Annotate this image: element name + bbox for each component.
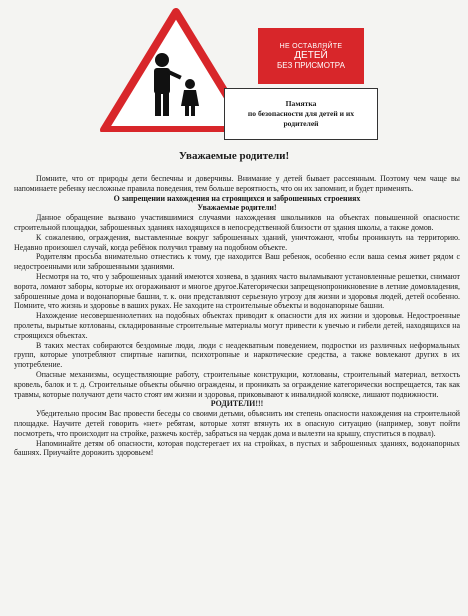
paragraph-9: Убедительно просим Вас провести беседы со своими детьми, объяснить им степень опасности нахождения на строительной площадке. Научите детей говорить «нет» ребятам, которые хотят втянуть их в опасную ситуацию (например, зовут пойти посмотреть, что происходит на стройке, разжечь костёр, забраться на чердак дома и вылезти на крышу, спуститься в подвал). [14,409,460,438]
paragraph-7: В таких местах собираются бездомные люди, люди с неадекватным поведением, подростки из различных неформальных групп, которые употребляют спиртные напитки, психотропные и наркотические средства, а также вовлекают других в их употребление. [14,340,460,370]
parents-heading: РОДИТЕЛИ!!! [210,399,264,409]
page-title: Уважаемые родители! [178,150,290,162]
paragraph-5: Несмотря на то, что у заброшенных зданий имеются хозяева, в зданиях часто выламывают установленные решетки, снимают ворота, ломают заборы, которые их огораживают и многое другое.Категорически запрещенопроникновение в летние домовладения, заброшенные дома и водонапорные башни, т. к. они представляют серьезную угрозу для жизни и здоровья людей, детей особенно. Помните, что жизнь и здоровье в ваших руках. Не заходите на строительные объекты и водонапорные башни. [14,271,460,311]
memo-body [14,174,460,458]
memo-subtitle-line-1: по безопасности для детей и их [247,109,355,118]
paragraph-3: К сожалению, ограждения, выставленные вокруг заброшенных зданий, уничтожают, чтобы проникнуть на территорию. Недавно произошел случай, когда ребёнок получил травму на подобном объекте. [14,232,460,252]
memo-box [224,88,378,140]
section-heading: О запрещении нахождения на строящихся и заброшенных строениях [113,193,361,203]
sign-line-2: ДЕТЕЙ [294,49,328,61]
sign-line-1: НЕ ОСТАВЛЯЙТЕ [279,42,343,50]
warning-sign [258,28,364,84]
memo-title: Памятка [285,99,317,108]
paragraph-6: Нахождение несовершеннолетних на подобных объектах приводит к опасности для их жизни и здоровья. Недостроенные пролеты, вырытые котлованы, складированные строительные материалы могут привести к увечью и гибели детей, находящихся на строящихся объектах. [14,311,460,340]
paragraph-1: Помните, что от природы дети беспечны и доверчивы. Внимание у детей бывает рассеянным. Поэтому чем чаще вы напоминаете ребенку несложные правила поведения, тем больше вероятность, что он их запомнит, и будет применять. [14,174,460,193]
paragraph-2: Данное обращение вызвано участившимися случаями нахождения школьников на объектах повышенной опасности: строительной площадки, заброшенных зданиях находящихся в непосредственной близости от здания школы, а также домов. [14,213,460,232]
section-subheading: Уважаемые родители! [197,203,277,213]
sign-line-3: БЕЗ ПРИСМОТРА [277,60,345,70]
paragraph-10: Напоминайте детям об опасности, которая подстерегает их на стройках, в пустых и заброшенных зданиях, водонапорных башнях. Приучайте дорожить здоровьем! [14,438,460,458]
paragraph-8: Опасные механизмы, осуществляющие работу, строительные конструкции, котлованы, строительный материал, ветхость кровель, балок и т. д. Строительные объекты обычно ограждены, и проникать за ограждение категорически воспрещается, так как травмы, которые получают дети часто стоят им жизни и здоровья, приковывают к инвалидной коляске, лишают подвижности. [14,369,460,399]
paragraph-4: Родителям просьба внимательно отнестись к тому, где находится Ваш ребенок, особенно если ваша семья живет рядом с недостроенными или заброшенными зданиями. [14,252,460,272]
warning-banner [100,8,372,132]
memo-subtitle-line-2: родителей [283,119,319,128]
